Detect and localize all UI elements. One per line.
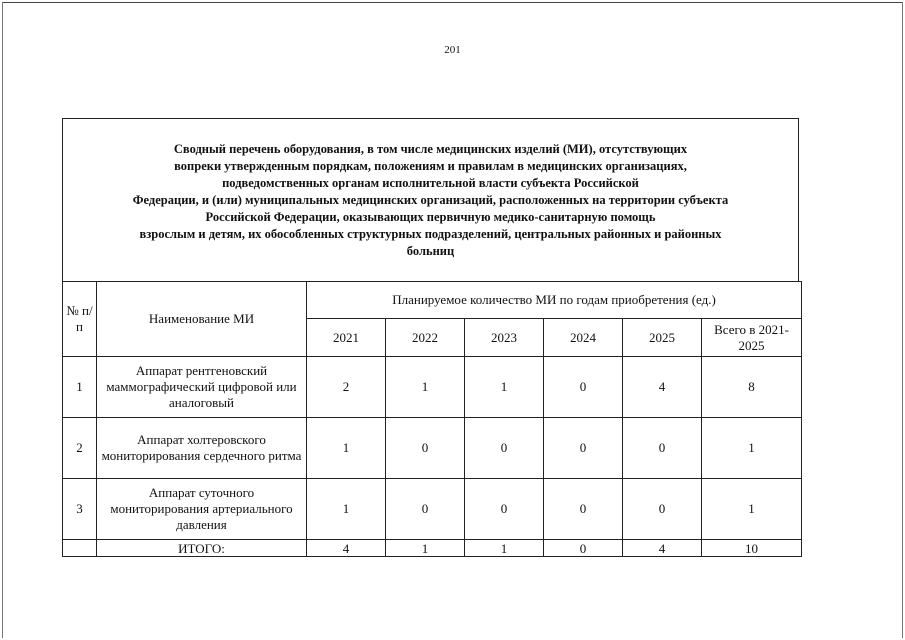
- title-line: Сводный перечень оборудования, в том числе медицинских изделий (МИ), отсутствующих: [173, 141, 688, 156]
- row-value: 0: [386, 418, 465, 479]
- header-group: Планируемое количество МИ по годам приобретения (ед.): [307, 282, 802, 319]
- header-year: 2025: [623, 319, 702, 357]
- row-value: 0: [465, 418, 544, 479]
- title-line: больниц: [406, 243, 455, 258]
- header-year: 2022: [386, 319, 465, 357]
- total-value: 1: [465, 540, 544, 557]
- header-year: 2024: [544, 319, 623, 357]
- row-name: Аппарат суточного мониторирования артериального давления: [97, 479, 307, 540]
- page-edge-top: [2, 2, 903, 3]
- row-value: 0: [544, 357, 623, 418]
- row-value: 8: [702, 357, 802, 418]
- document-title: [66, 141, 796, 260]
- title-box: [62, 118, 799, 281]
- table-row: [63, 418, 802, 479]
- equipment-table: [62, 281, 802, 557]
- title-line: взрослым и детям, их обособленных структурных подразделений, центральных районных и районных: [139, 226, 722, 241]
- page-number: 201: [444, 44, 461, 56]
- header-year: 2023: [465, 319, 544, 357]
- total-value: 0: [544, 540, 623, 557]
- total-value: 4: [307, 540, 386, 557]
- title-line: Федерации, и (или) муниципальных медицинских организаций, расположенных на территории субъекта: [132, 192, 729, 207]
- total-value: 1: [386, 540, 465, 557]
- row-value: 0: [465, 479, 544, 540]
- page-edge-right: [902, 2, 903, 638]
- row-num: 1: [63, 357, 97, 418]
- row-value: 0: [544, 418, 623, 479]
- row-value: 1: [702, 418, 802, 479]
- row-value: 0: [544, 479, 623, 540]
- row-name: Аппарат рентгеновский маммографический цифровой или аналоговый: [97, 357, 307, 418]
- row-value: 1: [386, 357, 465, 418]
- row-value: 4: [623, 357, 702, 418]
- row-value: 1: [307, 479, 386, 540]
- total-value: 4: [623, 540, 702, 557]
- row-value: 1: [702, 479, 802, 540]
- header-year: 2021: [307, 319, 386, 357]
- header-num: № п/п: [63, 282, 97, 357]
- total-num-empty: [63, 540, 97, 557]
- table-row: [63, 479, 802, 540]
- header-total-years: Всего в 2021-2025: [702, 319, 802, 357]
- page-edge-left: [2, 2, 3, 638]
- title-line: вопреки утвержденным порядкам, положениям и правилам в медицинских организациях,: [174, 158, 687, 173]
- row-value: 0: [386, 479, 465, 540]
- total-row: [63, 540, 802, 557]
- total-value: 10: [702, 540, 802, 557]
- row-value: 1: [465, 357, 544, 418]
- row-num: 3: [63, 479, 97, 540]
- row-value: 0: [623, 479, 702, 540]
- row-value: 1: [307, 418, 386, 479]
- row-num: 2: [63, 418, 97, 479]
- header-row-1: [63, 282, 802, 319]
- header-name: Наименование МИ: [97, 282, 307, 357]
- table-row: [63, 357, 802, 418]
- row-value: 2: [307, 357, 386, 418]
- row-value: 0: [623, 418, 702, 479]
- row-name: Аппарат холтеровского мониторирования сердечного ритма: [97, 418, 307, 479]
- title-line: Российской Федерации, оказывающих первичную медико-санитарную помощь: [205, 209, 656, 224]
- total-label: ИТОГО:: [97, 540, 307, 557]
- title-line: подведомственных органам исполнительной власти субъекта Российской: [222, 175, 639, 190]
